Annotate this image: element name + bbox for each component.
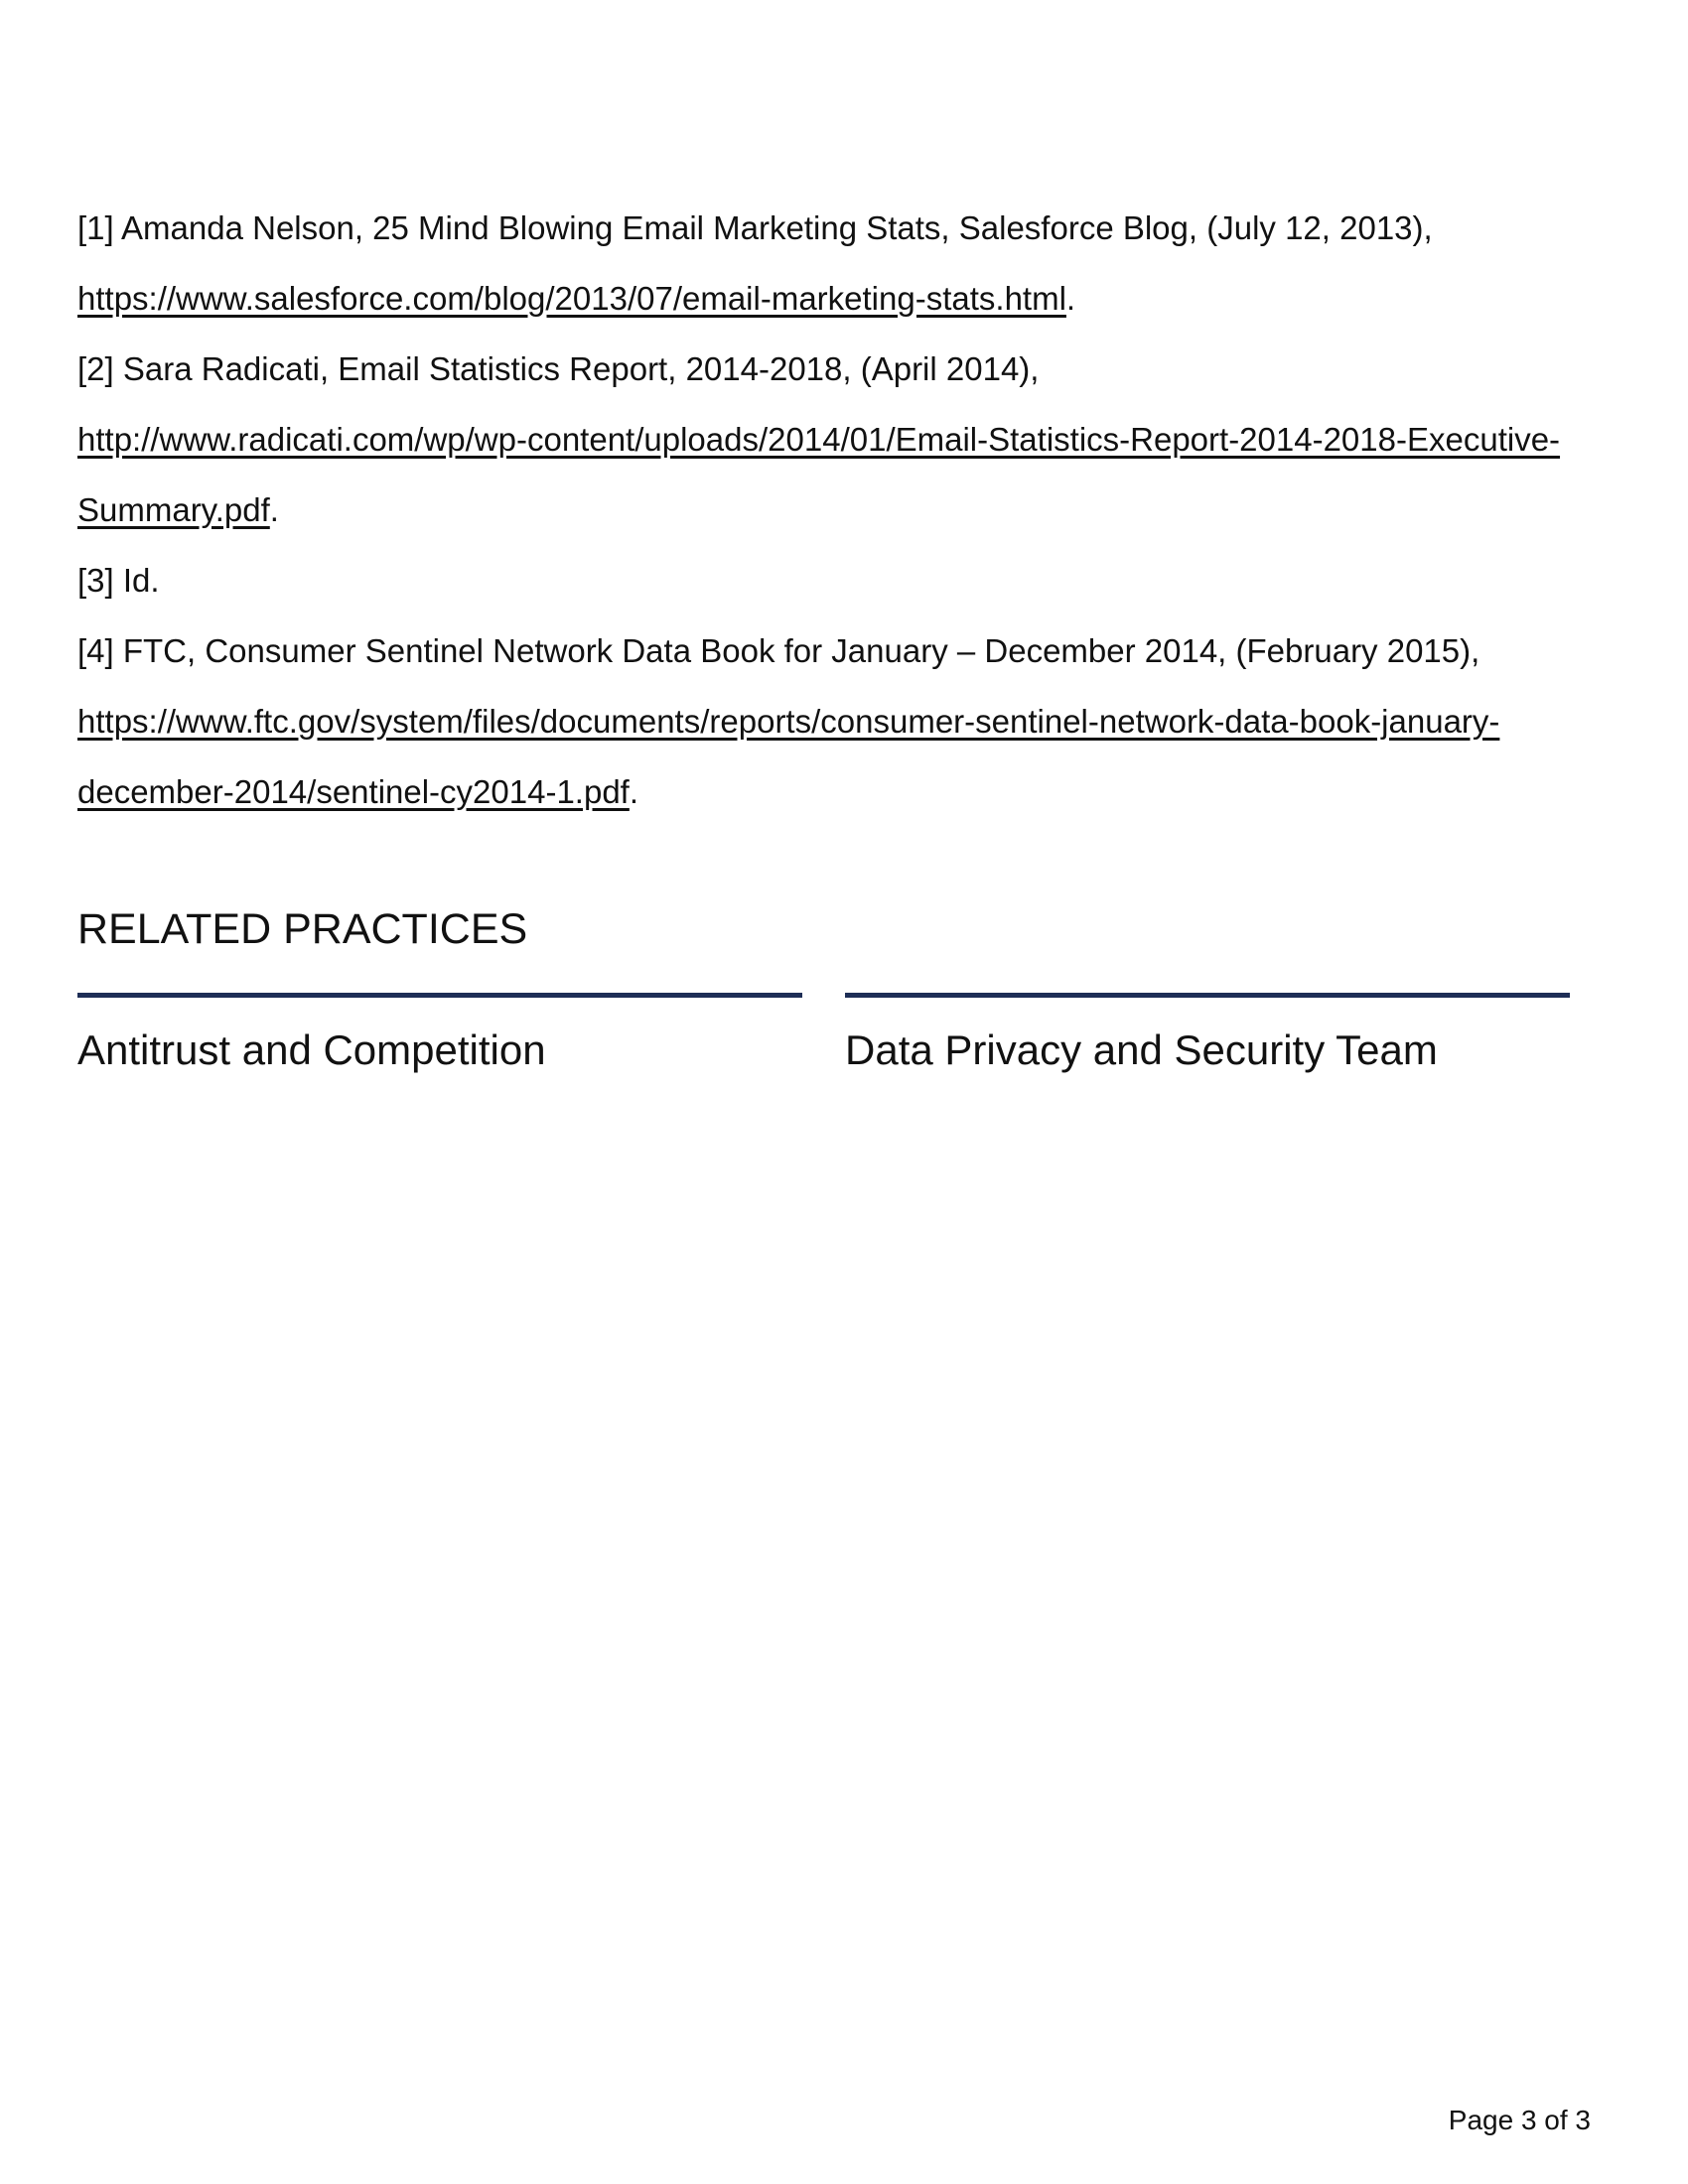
footnote-link[interactable]: http://www.radicati.com/wp/wp-content/uploads/2014/01/Email-Statistics-Report-2014-2018-Executive-Summary.pdf xyxy=(77,421,1561,528)
footnote-punct: . xyxy=(269,491,279,528)
divider-rule xyxy=(845,993,1570,998)
footnote-punct: . xyxy=(629,773,639,810)
footnote-link[interactable]: https://www.salesforce.com/blog/2013/07/email-marketing-stats.html xyxy=(77,280,1066,317)
footnote-text: [2] Sara Radicati, Email Statistics Report, 2014-2018, (April 2014), xyxy=(77,350,1040,387)
footnote-text: [1] Amanda Nelson, 25 Mind Blowing Email Marketing Stats, Salesforce Blog, (July 12, 2013), xyxy=(77,209,1433,246)
footnote-3 xyxy=(77,545,1607,615)
footnote-1 xyxy=(77,193,1607,334)
related-practice-antitrust xyxy=(77,993,802,1077)
related-practices-heading: RELATED PRACTICES xyxy=(77,905,528,953)
footnote-2 xyxy=(77,334,1607,545)
footnote-text: [3] Id. xyxy=(77,562,160,599)
practice-link-antitrust[interactable]: Antitrust and Competition xyxy=(77,1026,546,1073)
footnote-punct: . xyxy=(1065,280,1076,317)
practice-link-data-privacy[interactable]: Data Privacy and Security Team xyxy=(845,1026,1438,1073)
page-number: Page 3 of 3 xyxy=(1448,2105,1591,2135)
divider-rule xyxy=(77,993,802,998)
footnote-text: [4] FTC, Consumer Sentinel Network Data Book for January – December 2014, (February 2015), xyxy=(77,632,1480,669)
related-practice-data-privacy xyxy=(845,993,1570,1077)
footnotes xyxy=(77,193,1607,827)
footnote-4 xyxy=(77,615,1607,827)
footnote-link[interactable]: https://www.ftc.gov/system/files/documents/reports/consumer-sentinel-network-data-book-january-december-2014/sentinel-cy2014-1.pdf xyxy=(77,703,1500,810)
